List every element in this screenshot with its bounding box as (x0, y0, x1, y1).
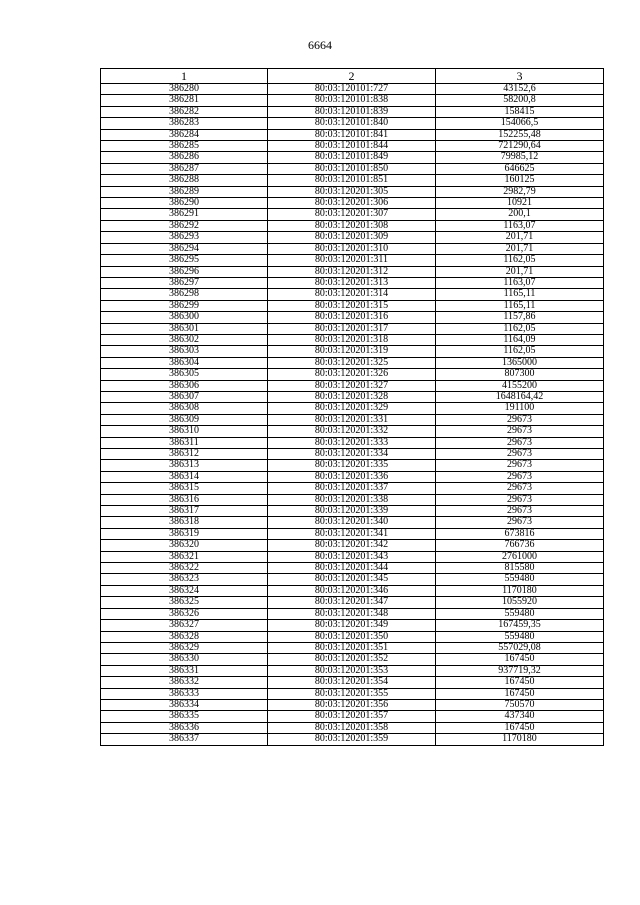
cadastral-number-cell: 80:03:120201:351 (268, 642, 436, 653)
table-row (101, 585, 604, 596)
cadastral-number-cell: 80:03:120201:336 (268, 471, 436, 482)
row-number-cell: 386324 (101, 585, 268, 596)
table-row (101, 734, 604, 745)
value-cell: 815580 (436, 563, 604, 574)
cadastral-number-cell: 80:03:120101:850 (268, 163, 436, 174)
cadastral-number-cell: 80:03:120201:353 (268, 665, 436, 676)
row-number-cell: 386326 (101, 608, 268, 619)
value-cell: 29673 (436, 517, 604, 528)
cadastral-number-cell: 80:03:120201:348 (268, 608, 436, 619)
cadastral-number-cell: 80:03:120201:329 (268, 403, 436, 414)
row-number-cell: 386296 (101, 266, 268, 277)
cadastral-number-cell: 80:03:120201:307 (268, 209, 436, 220)
cadastral-number-cell: 80:03:120101:840 (268, 118, 436, 129)
table-row (101, 642, 604, 653)
cadastral-number-cell: 80:03:120201:337 (268, 483, 436, 494)
value-cell: 1170180 (436, 734, 604, 745)
cadastral-number-cell: 80:03:120201:308 (268, 220, 436, 231)
value-cell: 201,71 (436, 232, 604, 243)
table-row (101, 84, 604, 95)
row-number-cell: 386297 (101, 277, 268, 288)
row-number-cell: 386311 (101, 437, 268, 448)
value-cell: 1365000 (436, 357, 604, 368)
table-row (101, 175, 604, 186)
value-cell: 79985,12 (436, 152, 604, 163)
value-cell: 646625 (436, 163, 604, 174)
row-number-cell: 386319 (101, 528, 268, 539)
value-cell: 29673 (436, 414, 604, 425)
row-number-cell: 386337 (101, 734, 268, 745)
value-cell: 750570 (436, 699, 604, 710)
table-row (101, 198, 604, 209)
table-row (101, 597, 604, 608)
value-cell: 1165,11 (436, 300, 604, 311)
table-row (101, 323, 604, 334)
cadastral-number-cell: 80:03:120201:352 (268, 654, 436, 665)
cadastral-number-cell: 80:03:120201:356 (268, 699, 436, 710)
value-cell: 158415 (436, 106, 604, 117)
table-row (101, 483, 604, 494)
value-cell: 1162,05 (436, 323, 604, 334)
cadastral-number-cell: 80:03:120201:345 (268, 574, 436, 585)
table-row (101, 391, 604, 402)
value-cell: 167459,35 (436, 620, 604, 631)
value-cell: 29673 (436, 449, 604, 460)
value-cell: 1164,09 (436, 334, 604, 345)
value-cell: 29673 (436, 437, 604, 448)
table-row (101, 243, 604, 254)
cadastral-number-cell: 80:03:120201:315 (268, 300, 436, 311)
row-number-cell: 386328 (101, 631, 268, 642)
row-number-cell: 386280 (101, 84, 268, 95)
table-row (101, 506, 604, 517)
table-row (101, 460, 604, 471)
cadastral-number-cell: 80:03:120201:357 (268, 711, 436, 722)
value-cell: 29673 (436, 460, 604, 471)
row-number-cell: 386303 (101, 346, 268, 357)
row-number-cell: 386314 (101, 471, 268, 482)
table-row (101, 209, 604, 220)
column-header-1: 1 (101, 69, 268, 84)
table-row (101, 414, 604, 425)
value-cell: 152255,48 (436, 129, 604, 140)
row-number-cell: 386335 (101, 711, 268, 722)
table-row (101, 426, 604, 437)
cadastral-number-cell: 80:03:120201:311 (268, 255, 436, 266)
row-number-cell: 386292 (101, 220, 268, 231)
cadastral-number-cell: 80:03:120201:309 (268, 232, 436, 243)
table-row (101, 574, 604, 585)
cadastral-number-cell: 80:03:120201:350 (268, 631, 436, 642)
cadastral-number-cell: 80:03:120201:318 (268, 334, 436, 345)
value-cell: 201,71 (436, 243, 604, 254)
value-cell: 10921 (436, 198, 604, 209)
table-row (101, 300, 604, 311)
table-row (101, 163, 604, 174)
cadastral-number-cell: 80:03:120201:349 (268, 620, 436, 631)
value-cell: 154066,5 (436, 118, 604, 129)
row-number-cell: 386289 (101, 186, 268, 197)
cadastral-number-cell: 80:03:120201:354 (268, 677, 436, 688)
table-row (101, 369, 604, 380)
value-cell: 1163,07 (436, 277, 604, 288)
value-cell: 29673 (436, 471, 604, 482)
value-cell: 29673 (436, 506, 604, 517)
row-number-cell: 386287 (101, 163, 268, 174)
table-row (101, 152, 604, 163)
cadastral-number-cell: 80:03:120201:344 (268, 563, 436, 574)
cadastral-number-cell: 80:03:120201:331 (268, 414, 436, 425)
table-row (101, 711, 604, 722)
table-row (101, 289, 604, 300)
row-number-cell: 386284 (101, 129, 268, 140)
value-cell: 807300 (436, 369, 604, 380)
row-number-cell: 386332 (101, 677, 268, 688)
cadastral-number-cell: 80:03:120201:333 (268, 437, 436, 448)
cadastral-number-cell: 80:03:120201:342 (268, 540, 436, 551)
row-number-cell: 386313 (101, 460, 268, 471)
cadastral-number-cell: 80:03:120201:332 (268, 426, 436, 437)
row-number-cell: 386283 (101, 118, 268, 129)
cadastral-number-cell: 80:03:120201:340 (268, 517, 436, 528)
column-header-2: 2 (268, 69, 436, 84)
value-cell: 1162,05 (436, 346, 604, 357)
table-row (101, 118, 604, 129)
value-cell: 1163,07 (436, 220, 604, 231)
cadastral-number-cell: 80:03:120201:325 (268, 357, 436, 368)
table-body (101, 84, 604, 746)
value-cell: 200,1 (436, 209, 604, 220)
table-row (101, 471, 604, 482)
row-number-cell: 386312 (101, 449, 268, 460)
table-row (101, 403, 604, 414)
row-number-cell: 386322 (101, 563, 268, 574)
table-row (101, 266, 604, 277)
cadastral-number-cell: 80:03:120201:305 (268, 186, 436, 197)
row-number-cell: 386317 (101, 506, 268, 517)
cadastral-number-cell: 80:03:120101:851 (268, 175, 436, 186)
row-number-cell: 386336 (101, 722, 268, 733)
value-cell: 1165,11 (436, 289, 604, 300)
column-header-3: 3 (436, 69, 604, 84)
page-number: 6664 (308, 38, 332, 52)
value-cell: 559480 (436, 631, 604, 642)
table-row (101, 277, 604, 288)
table-row (101, 528, 604, 539)
table-row (101, 654, 604, 665)
value-cell: 937719,32 (436, 665, 604, 676)
value-cell: 29673 (436, 483, 604, 494)
row-number-cell: 386288 (101, 175, 268, 186)
data-table (100, 68, 604, 746)
row-number-cell: 386310 (101, 426, 268, 437)
table-row (101, 357, 604, 368)
table-row (101, 255, 604, 266)
table-row (101, 346, 604, 357)
row-number-cell: 386334 (101, 699, 268, 710)
table-row (101, 334, 604, 345)
row-number-cell: 386304 (101, 357, 268, 368)
table-row (101, 677, 604, 688)
row-number-cell: 386309 (101, 414, 268, 425)
cadastral-number-cell: 80:03:120201:341 (268, 528, 436, 539)
table-row (101, 608, 604, 619)
cadastral-number-cell: 80:03:120201:359 (268, 734, 436, 745)
cadastral-number-cell: 80:03:120201:317 (268, 323, 436, 334)
cadastral-number-cell: 80:03:120201:313 (268, 277, 436, 288)
table-row (101, 437, 604, 448)
value-cell: 167450 (436, 688, 604, 699)
value-cell: 191100 (436, 403, 604, 414)
row-number-cell: 386329 (101, 642, 268, 653)
row-number-cell: 386290 (101, 198, 268, 209)
value-cell: 437340 (436, 711, 604, 722)
table-row (101, 95, 604, 106)
cadastral-number-cell: 80:03:120101:849 (268, 152, 436, 163)
cadastral-number-cell: 80:03:120201:355 (268, 688, 436, 699)
table-row (101, 665, 604, 676)
cadastral-number-cell: 80:03:120201:347 (268, 597, 436, 608)
cadastral-number-cell: 80:03:120101:839 (268, 106, 436, 117)
value-cell: 1170180 (436, 585, 604, 596)
row-number-cell: 386325 (101, 597, 268, 608)
row-number-cell: 386301 (101, 323, 268, 334)
value-cell: 721290,64 (436, 141, 604, 152)
table-header-row (101, 69, 604, 84)
cadastral-number-cell: 80:03:120201:306 (268, 198, 436, 209)
row-number-cell: 386302 (101, 334, 268, 345)
table-row (101, 186, 604, 197)
table-row (101, 688, 604, 699)
table-row (101, 380, 604, 391)
table-row (101, 141, 604, 152)
value-cell: 2761000 (436, 551, 604, 562)
value-cell: 29673 (436, 494, 604, 505)
row-number-cell: 386285 (101, 141, 268, 152)
row-number-cell: 386306 (101, 380, 268, 391)
value-cell: 167450 (436, 722, 604, 733)
row-number-cell: 386321 (101, 551, 268, 562)
cadastral-number-cell: 80:03:120101:844 (268, 141, 436, 152)
cadastral-number-cell: 80:03:120201:314 (268, 289, 436, 300)
value-cell: 1055920 (436, 597, 604, 608)
row-number-cell: 386331 (101, 665, 268, 676)
row-number-cell: 386333 (101, 688, 268, 699)
value-cell: 4155200 (436, 380, 604, 391)
row-number-cell: 386295 (101, 255, 268, 266)
table-row (101, 449, 604, 460)
cadastral-number-cell: 80:03:120201:312 (268, 266, 436, 277)
cadastral-number-cell: 80:03:120101:841 (268, 129, 436, 140)
cadastral-number-cell: 80:03:120201:326 (268, 369, 436, 380)
table-row (101, 220, 604, 231)
table-row (101, 620, 604, 631)
cadastral-number-cell: 80:03:120201:319 (268, 346, 436, 357)
cadastral-number-cell: 80:03:120201:343 (268, 551, 436, 562)
row-number-cell: 386286 (101, 152, 268, 163)
row-number-cell: 386300 (101, 312, 268, 323)
cadastral-number-cell: 80:03:120201:310 (268, 243, 436, 254)
cadastral-number-cell: 80:03:120201:316 (268, 312, 436, 323)
value-cell: 559480 (436, 574, 604, 585)
row-number-cell: 386298 (101, 289, 268, 300)
table-row (101, 494, 604, 505)
table-row (101, 563, 604, 574)
cadastral-number-cell: 80:03:120101:838 (268, 95, 436, 106)
cadastral-number-cell: 80:03:120201:328 (268, 391, 436, 402)
value-cell: 1157,86 (436, 312, 604, 323)
value-cell: 201,71 (436, 266, 604, 277)
cadastral-number-cell: 80:03:120201:338 (268, 494, 436, 505)
row-number-cell: 386305 (101, 369, 268, 380)
value-cell: 43152,6 (436, 84, 604, 95)
cadastral-number-cell: 80:03:120201:358 (268, 722, 436, 733)
table-row (101, 129, 604, 140)
row-number-cell: 386323 (101, 574, 268, 585)
row-number-cell: 386307 (101, 391, 268, 402)
row-number-cell: 386294 (101, 243, 268, 254)
cadastral-number-cell: 80:03:120201:334 (268, 449, 436, 460)
row-number-cell: 386327 (101, 620, 268, 631)
row-number-cell: 386315 (101, 483, 268, 494)
cadastral-number-cell: 80:03:120101:727 (268, 84, 436, 95)
table-row (101, 699, 604, 710)
value-cell: 58200,8 (436, 95, 604, 106)
value-cell: 167450 (436, 677, 604, 688)
row-number-cell: 386299 (101, 300, 268, 311)
table-row (101, 540, 604, 551)
table-row (101, 551, 604, 562)
value-cell: 766736 (436, 540, 604, 551)
table-row (101, 631, 604, 642)
row-number-cell: 386308 (101, 403, 268, 414)
cadastral-number-cell: 80:03:120201:335 (268, 460, 436, 471)
table-row (101, 312, 604, 323)
row-number-cell: 386330 (101, 654, 268, 665)
value-cell: 160125 (436, 175, 604, 186)
value-cell: 673816 (436, 528, 604, 539)
value-cell: 29673 (436, 426, 604, 437)
table-row (101, 517, 604, 528)
table-row (101, 232, 604, 243)
row-number-cell: 386318 (101, 517, 268, 528)
row-number-cell: 386293 (101, 232, 268, 243)
value-cell: 2982,79 (436, 186, 604, 197)
row-number-cell: 386282 (101, 106, 268, 117)
row-number-cell: 386320 (101, 540, 268, 551)
value-cell: 557029,08 (436, 642, 604, 653)
row-number-cell: 386281 (101, 95, 268, 106)
cadastral-number-cell: 80:03:120201:346 (268, 585, 436, 596)
table-row (101, 722, 604, 733)
value-cell: 1648164,42 (436, 391, 604, 402)
value-cell: 167450 (436, 654, 604, 665)
cadastral-number-cell: 80:03:120201:327 (268, 380, 436, 391)
row-number-cell: 386316 (101, 494, 268, 505)
cadastral-number-cell: 80:03:120201:339 (268, 506, 436, 517)
row-number-cell: 386291 (101, 209, 268, 220)
value-cell: 1162,05 (436, 255, 604, 266)
value-cell: 559480 (436, 608, 604, 619)
table-row (101, 106, 604, 117)
